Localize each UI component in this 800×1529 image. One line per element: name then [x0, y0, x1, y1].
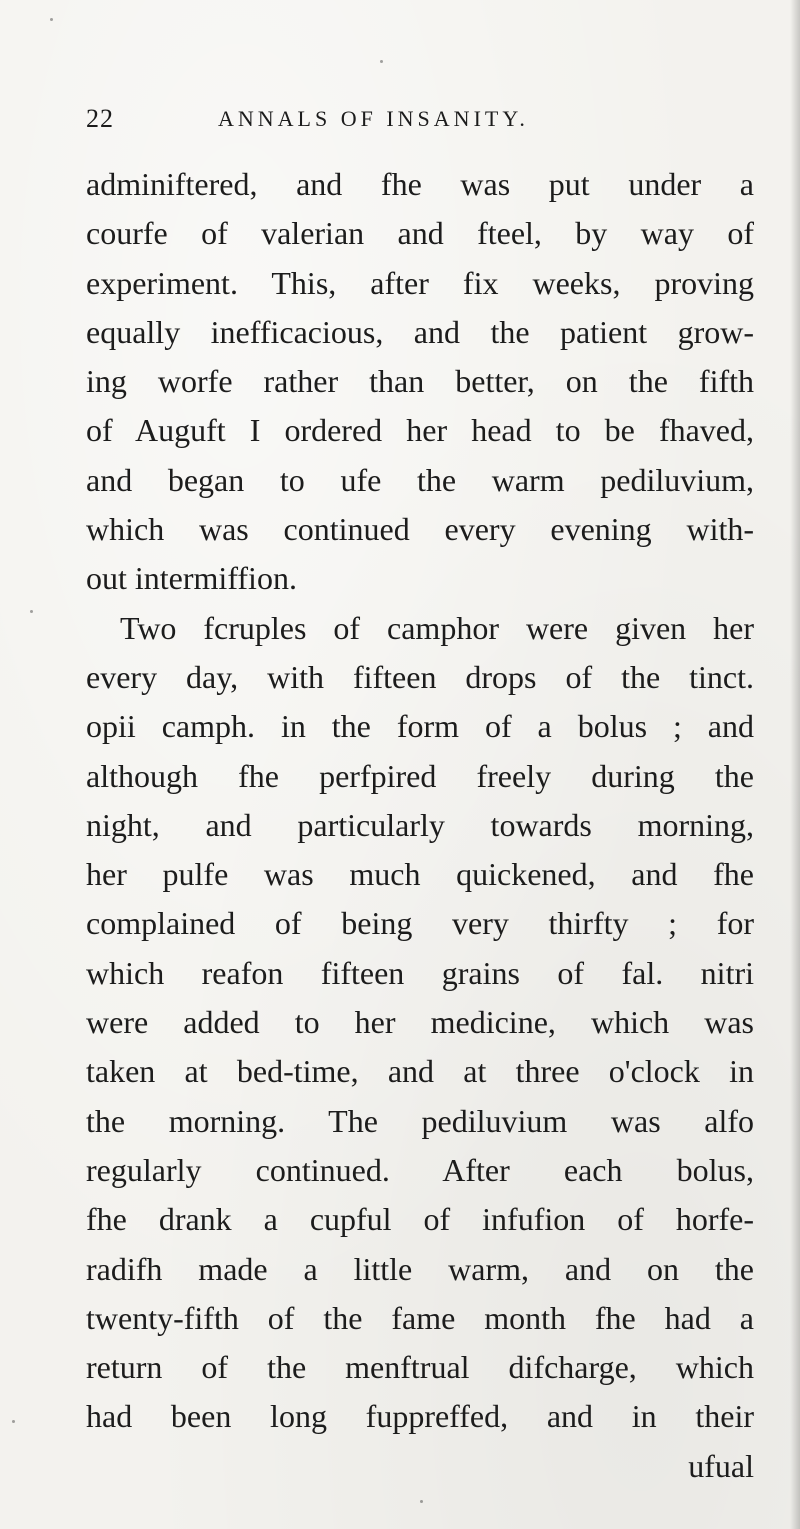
paper-speck [420, 1500, 423, 1503]
text-line: night, and particularly towards morning, [86, 806, 754, 843]
text-line: experiment. This, after fix weeks, proving [86, 264, 754, 301]
text-line: ing worfe rather than better, on the fifth [86, 363, 754, 400]
page-edge-shadow [790, 0, 800, 1529]
text-line: radifh made a little warm, and on the [86, 1250, 754, 1287]
text-line: of Auguft I ordered her head to be fhaved, [86, 412, 754, 449]
page-header [86, 104, 756, 144]
text-line: fhe drank a cupful of infufion of horfe- [86, 1201, 754, 1238]
text-line: the morning. The pediluvium was alfo [86, 1102, 754, 1139]
text-line: taken at bed-time, and at three o'clock in [86, 1053, 754, 1090]
text-line: Two fcruples of camphor were given her [120, 609, 754, 646]
paper-speck [30, 610, 33, 613]
paper-speck [380, 60, 383, 63]
catchword: ufual [688, 1447, 754, 1484]
body-text [86, 160, 754, 1491]
text-line: regularly continued. After each bolus, [86, 1151, 754, 1188]
text-line: opii camph. in the form of a bolus ; and [86, 708, 754, 745]
text-line: every day, with fifteen drops of the tinct. [86, 658, 754, 695]
text-line: had been long fuppreffed, and in their [86, 1398, 754, 1435]
running-title: ANNALS OF INSANITY. [218, 106, 529, 131]
text-line: her pulfe was much quickened, and fhe [86, 856, 754, 893]
text-line: which was continued every evening with- [86, 511, 754, 548]
text-line: although fhe perfpired freely during the [86, 757, 754, 794]
text-line: complained of being very thirfty ; for [86, 905, 754, 942]
text-line: equally inefficacious, and the patient grow- [86, 313, 754, 350]
text-line: adminiftered, and fhe was put under a [86, 166, 754, 202]
text-line: twenty-fifth of the fame month fhe had a [86, 1299, 754, 1336]
page-number: 22 [86, 104, 114, 133]
text-line: and began to ufe the warm pediluvium, [86, 461, 754, 498]
paper-speck [50, 18, 53, 21]
text-line: out intermiffion. [86, 560, 297, 597]
paragraph-1 [86, 160, 754, 604]
text-line: which reafon fifteen grains of fal. nitri [86, 954, 754, 991]
paragraph-2 [86, 604, 754, 1442]
text-line: courfe of valerian and fteel, by way of [86, 215, 754, 252]
paper-speck [12, 1420, 15, 1423]
text-line: return of the menftrual difcharge, which [86, 1349, 754, 1386]
text-line: were added to her medicine, which was [86, 1004, 754, 1041]
